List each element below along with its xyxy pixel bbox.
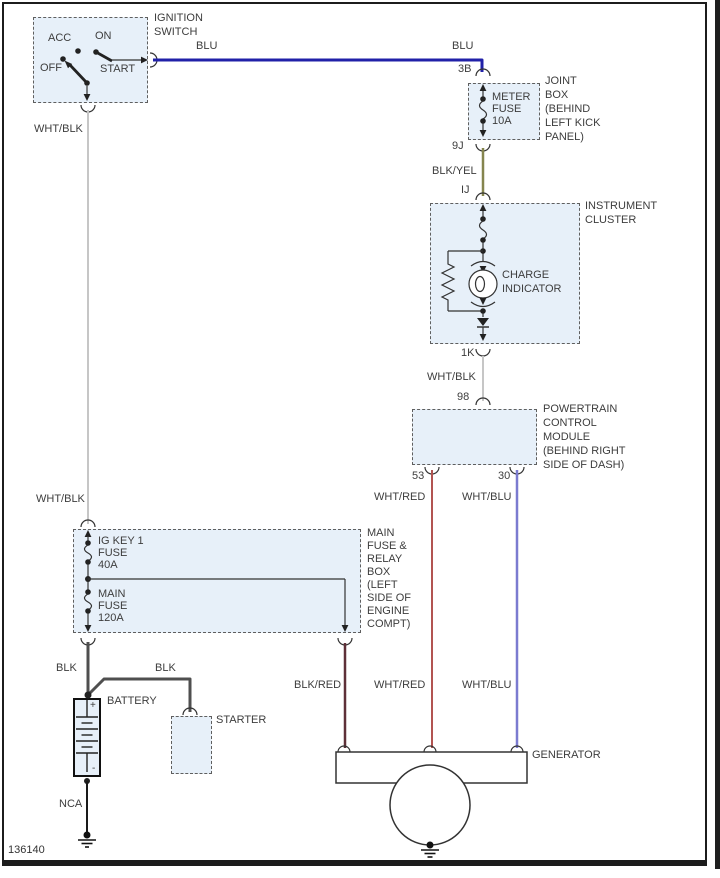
blu-wire [153, 60, 482, 72]
battery-label: BATTERY [107, 695, 157, 707]
blk-yel-wire [476, 148, 490, 200]
wire-label-wht-blk-top: WHT/BLK [34, 123, 83, 135]
fuse-relay-box-label-6: SIDE OF [367, 592, 412, 604]
charge-indicator-lamp-icon [469, 270, 497, 298]
wire-label-blu-right: BLU [452, 40, 474, 52]
wire-label-wht-blu-lower: WHT/BLU [462, 679, 512, 691]
fuse-relay-box-label-1: MAIN [367, 527, 395, 539]
wire-label-wht-red-lower: WHT/RED [374, 679, 426, 691]
switch-pos-off: OFF [40, 62, 62, 74]
pcm-label-1: POWERTRAIN [543, 403, 618, 415]
battery-plus-sign: + [90, 700, 96, 711]
joint-box-label-2: BOX [545, 89, 569, 101]
wire-label-wht-red-upper: WHT/RED [374, 491, 426, 503]
meter-fuse-label-2: FUSE [492, 103, 522, 115]
instrument-cluster-circuit [442, 204, 497, 356]
wire-label-nca: NCA [59, 798, 83, 810]
fuse-relay-box-label-2: FUSE & [367, 540, 407, 552]
connector-label-3b: 3B [458, 63, 472, 75]
generator-terminal-2-icon [424, 746, 436, 752]
connector-label-98: 98 [457, 391, 470, 403]
pcm-label-4: (BEHIND RIGHT [543, 445, 626, 457]
joint-box-label-3: (BEHIND [545, 103, 591, 115]
connector-label-30: 30 [498, 470, 511, 482]
wire-label-blk-red: BLK/RED [294, 679, 342, 691]
wire-label-blk-yel: BLK/YEL [432, 165, 477, 177]
fuse-relay-box-label-7: ENGINE [367, 605, 410, 617]
instrument-cluster-label-2: CLUSTER [585, 214, 637, 226]
wire-label-blu-left: BLU [196, 40, 218, 52]
fuse-relay-box-label-5: (LEFT [367, 579, 398, 591]
wht-blk-wire-mid [476, 356, 490, 405]
ig-key1-fuse-label-2: FUSE [98, 547, 128, 559]
wire-label-blk-right: BLK [155, 662, 176, 674]
connector-label-1k: 1K [461, 347, 475, 359]
pcm-label-5: SIDE OF DASH) [543, 459, 625, 471]
wire-label-blk-left: BLK [56, 662, 77, 674]
resistor-icon [442, 251, 454, 311]
wht-blk-wire-left [81, 110, 95, 527]
wire-label-wht-blk-lower: WHT/BLK [36, 493, 85, 505]
switch-pos-on: ON [95, 30, 112, 42]
generator-symbol [336, 746, 527, 857]
main-fuse-label-2: FUSE [98, 600, 128, 612]
meter-fuse-label-1: METER [492, 91, 531, 103]
diagram-id-number: 136140 [8, 844, 45, 856]
joint-box-label-4: LEFT KICK [545, 117, 601, 129]
meter-fuse-symbol [476, 84, 490, 151]
instrument-cluster-label-1: INSTRUMENT [585, 200, 658, 212]
battery-minus-sign: - [92, 763, 96, 774]
charge-indicator-label-1: CHARGE [502, 269, 550, 281]
ignition-switch-label-2: SWITCH [154, 26, 198, 38]
main-fuse-label-3: 120A [98, 612, 124, 624]
nca-wire-and-ground [78, 778, 96, 847]
main-fuse-label-1: MAIN [98, 588, 126, 600]
starter-label: STARTER [216, 714, 267, 726]
fuse-relay-box-label-3: RELAY [367, 553, 403, 565]
charge-indicator-label-2: INDICATOR [502, 283, 562, 295]
pcm-label-2: CONTROL [543, 417, 597, 429]
joint-box-label-1: JOINT [545, 75, 577, 87]
switch-pos-acc: ACC [48, 32, 72, 44]
diode-icon [477, 318, 489, 326]
ig-key1-fuse-icon [85, 545, 92, 561]
joint-box-label-5: PANEL) [545, 131, 584, 143]
connector-label-ij: IJ [461, 184, 470, 196]
wire-label-wht-blk-mid: WHT/BLK [427, 371, 476, 383]
meter-fuse-label-3: 10A [492, 115, 512, 127]
ig-key1-fuse-label-1: IG KEY 1 [98, 535, 144, 547]
wire-label-wht-blu-upper: WHT/BLU [462, 491, 512, 503]
ig-key1-fuse-label-3: 40A [98, 559, 118, 571]
main-fuse-icon [85, 594, 92, 610]
ignition-switch-label-1: IGNITION [154, 12, 203, 24]
pcm-label-3: MODULE [543, 431, 591, 443]
fuse-relay-box-label-4: BOX [367, 566, 391, 578]
connector-label-9j: 9J [452, 140, 464, 152]
generator-label: GENERATOR [532, 749, 601, 761]
connector-label-53: 53 [412, 470, 425, 482]
connector-1k-icon [476, 349, 490, 356]
ignition-switch-symbol [60, 48, 157, 112]
switch-pos-start: START [100, 63, 136, 75]
fuse-relay-box-label-8: COMPT) [367, 618, 411, 630]
